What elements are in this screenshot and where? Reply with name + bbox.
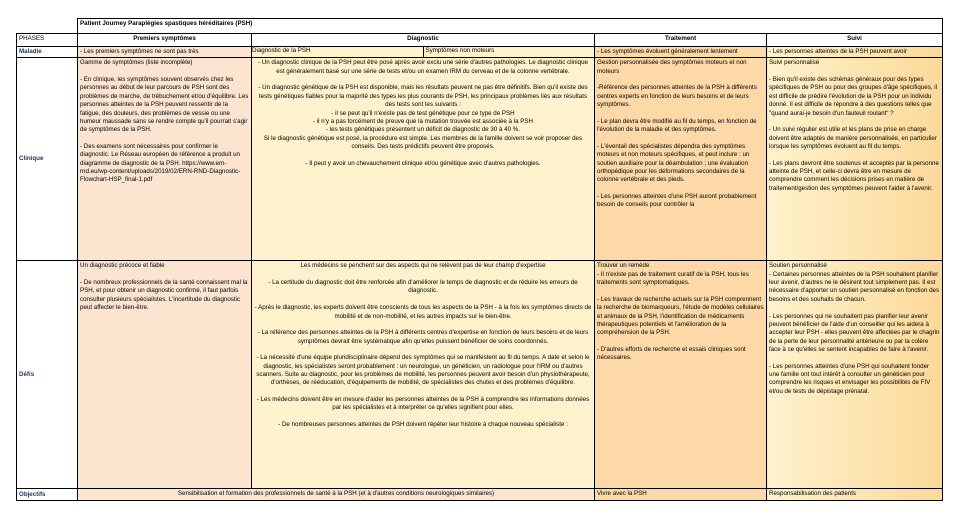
- row-defis: [17, 261, 943, 489]
- maladie-suivi-cell: - Les personnes atteintes de la PSH peuvent avoir: [767, 47, 943, 58]
- clinique-traitement-cell: [595, 58, 767, 261]
- maladie-diagnostic-right: Symptômes non moteurs: [425, 47, 495, 54]
- defis-suivi-cell: [767, 261, 943, 489]
- defis-suivi-text: Soutien personnalisé - Certaines personnes atteintes de la PSH souhaitent planifier leur avenir, d'autres ne le désirent tout simplement pas. Il est nécessaire d'apporter un soutien personnalisé en fonction des besoins et des souhaits de chacun. - Les personnes qui ne souhaitent pas planifier leur avenir peuvent bénéficier de l'aide d'un conseiller qui les aidera à accepter leur PSH - elles peuvent être affectées par le chagrin de la perte de leur personnalité antérieure ou par la colère face à ce qu'elles se sentent incapables de faire à l'avenir. - Les personnes atteintes d'une PSH qui souhaitent fonder une famille ont tout intérêt à consulter un généticien pour comprendre les risques et envisager les possibilités de FIV et/ou de tests de dépistage prénatal.: [769, 262, 940, 395]
- header-row: [17, 34, 943, 47]
- title-spacer: [17, 19, 78, 34]
- phase-label-defis: Défis: [17, 261, 78, 489]
- maladie-diagnostic-cell: [252, 47, 595, 58]
- clinique-premiers-cell: [78, 58, 252, 261]
- row-clinique: [17, 58, 943, 261]
- clinique-premiers-text: Gamme de symptômes (liste incomplète) - En clinique, les symptômes souvent observés chez les personnes au début de leur parcours de PSH sont des problèmes de marche, de trébuchement et/ou d'équilibre. Les personnes atteintes de la PSH peuvent ressentir de la fatigue, des douleurs, des problèmes de vessie ou une humeur maussade sans se rendre compte qu'il pourrait s'agir de symptômes de la PSH. - Des examens sont nécessaires pour confirmer le diagnostic. Le Réseau européen de référence a produit un diagramme de diagnostic de la PSH. https://www.ern-rnd.eu/wp-content/uploads/2019/02/ERN-RND-Diagnostic-Flowchart-HSP_final-1.pdf: [80, 59, 249, 184]
- header-traitement: Traitement: [595, 34, 767, 47]
- title-row: [17, 19, 943, 34]
- maladie-premiers-cell: - Les premiers symptômes ne sont pas très: [78, 47, 252, 58]
- defis-premiers-text: Un diagnostic précoce et fiable - De nombreux professionnels de la santé connaissent mal la PSH, et pour obtenir un diagnostic confirmé, il faut parfois consulter plusieurs spécialistes. L'incertitude du diagnostic peut affecter le bien-être.: [80, 262, 248, 312]
- header-diagnostic: Diagnostic: [252, 34, 595, 47]
- defis-traitement-text: Trouver un remède - Il n'existe pas de traitement curatif de la PSH, tous les traitements sont symptomatiques. - Les travaux de recherche actuels sur la PSH comprennent la recherche de biomarqueurs, l'étude de modèles cellulaires et animaux de la PSH, l'identification de médicaments thérapeutiques potentiels et l'amélioration de la compréhension de la PSH. - D'autres efforts de recherche et essais cliniques sont nécessaires.: [597, 262, 764, 362]
- defis-traitement-cell: [595, 261, 767, 489]
- phase-label-clinique: Clinique: [17, 58, 78, 261]
- maladie-diagnostic-left: Diagnostic de la PSH: [252, 47, 424, 57]
- objectifs-premiers-diagnostic-cell: Sensibilisation et formation des professionnels de santé à la PSH (et à d'autres conditions neurologiques similaires): [78, 489, 595, 501]
- maladie-traitement-cell: - Les symptômes évoluent généralement lentement: [595, 47, 767, 58]
- row-maladie: [17, 47, 943, 58]
- patient-journey-table: [16, 18, 943, 501]
- defis-diagnostic-text: Les médecins se penchent sur des aspects qui ne relèvent pas de leur champ d'expertise - La certitude du diagnostic doit être renforcée afin d'améliorer le temps de diagnostic et de réduire les erreurs de diagnostic. - Après le diagnostic, les experts doivent être conscients de tous les aspects de la PSH - à la fois les symptômes directs de mobilité et de non-mobilité, et les autres impacts sur le bien-être. - La référence des personnes atteintes de la PSH à différents centres d'expertise en fonction de leurs besoins et de leurs symptômes devrait être systématique afin qu'elles puissent bénéficier de soins coordonnés. - La nécessité d'une équipe pluridisciplinaire dépend des symptômes qui se manifestent au fil du temps. A date et selon le diagnostic, les spécialistes seront probablement : un neurologue, un généticien, un radiologue pour l'IRM ou d'autres scanners. Suite au diagnostic, pour les problèmes de mobilité, les personnes peuvent avoir besoin d'un physiothérapeute, d'orthèses, de rééducation, d'équipements de mobilité, de spécialistes des chutes et des problèmes d'équilibre. - Les médecins doivent être en mesure d'aider les personnes atteintes de la PSH à comprendre les informations données par les spécialistes et à interpréter ce qu'elles signifient pour elles. - De nombreuses personnes atteintes de PSH doivent répéter leur histoire à chaque nouveau spécialiste :: [254, 262, 592, 429]
- defis-diagnostic-cell: [252, 261, 595, 489]
- objectifs-traitement-cell: Vivre avec la PSH: [595, 489, 767, 501]
- header-premiers-symptomes: Premiers symptômes: [78, 34, 252, 47]
- clinique-traitement-text: Gestion personnalisée des symptômes moteurs et non moteurs -Référence des personnes atteintes de la PSH à différents centres experts en fonction de leurs besoins et de leurs symptômes. - Le plan devra être modifié au fil du temps, en fonction de l'évolution de la maladie et des symptômes. - L'éventail des spécialistes dépendra des symptômes moteurs et non moteurs spécifiques, et peut inclure : un soutien auxiliaire pour la déambulation ; une évaluation orthopédique pour les déformations secondaires de la colonne vertébrale et des pieds. - Les personnes atteintes d'une PSH auront probablement besoin de conseils pour contrôler la: [597, 59, 757, 209]
- clinique-diagnostic-text: - Un diagnostic clinique de la PSH peut être posé après avoir exclu une série d'autres pathologies. Le diagnostic clinique est généralement basé sur une série de tests et/ou un examen IRM du cerveau et de la colonne vertébrale. - Un diagnostic génétique de la PSH est disponible, mais les résultats peuvent ne pas être définitifs. Bien qu'il existe des tests génétiques fiables pour la majorité des types les plus courants de PSH, les principaux problèmes liés aux résultats des tests sont les suivants : - il se peut qu'il n'existe pas de test génétique pour ce type de PSH - il n'y a pas forcément de preuve que la mutation trouvée est associée à la PSH - les tests génétiques présentent un déficit de diagnostic de 30 à 40 %. Si le diagnostic génétique est posé, la procédure est simple. Les membres de la famille doivent se voir proposer des conseils. Des tests prédictifs peuvent être proposés. - Il peut y avoir un chevauchement clinique et/ou génétique avec d'autres pathologies.: [257, 59, 588, 167]
- defis-premiers-cell: [78, 261, 252, 489]
- objectifs-suivi-cell: Responsabilisation des patients: [767, 489, 943, 501]
- clinique-suivi-text: Suivi personnalisé - Bien qu'il existe des schémas généraux pour des types spécifiques de PSH ou pour des groupes d'âge spécifiques, il est difficile de prédire l'évolution de la PSH pour un individu donné. Il est difficile de répondre à des questions telles que "quand aurai-je besoin d'un fauteuil roulant" ? - Un suivi régulier est utile et les plans de prise en charge doivent être adaptés de manière personnalisée, en particulier lorsque les symptômes évoluent au fil du temps. - Les plans devront être soutenus et acceptés par la personne atteinte de PSH, et celle-ci devra être en mesure de comprendre comment les décisions prises en matière de traitement/gestion des symptômes peuvent l'aider à l'avenir.: [769, 59, 939, 192]
- clinique-suivi-cell: [767, 58, 943, 261]
- header-suivi: Suivi: [767, 34, 943, 47]
- phase-label-maladie: Maladie: [17, 47, 78, 58]
- header-phases: PHASES: [17, 34, 78, 47]
- row-objectifs: [17, 489, 943, 501]
- clinique-diagnostic-cell: [252, 58, 595, 261]
- phase-label-objectifs: Objectifs: [17, 489, 78, 501]
- page-title: Patient Journey Paraplégies spastiques héréditaires (PSH): [78, 19, 943, 34]
